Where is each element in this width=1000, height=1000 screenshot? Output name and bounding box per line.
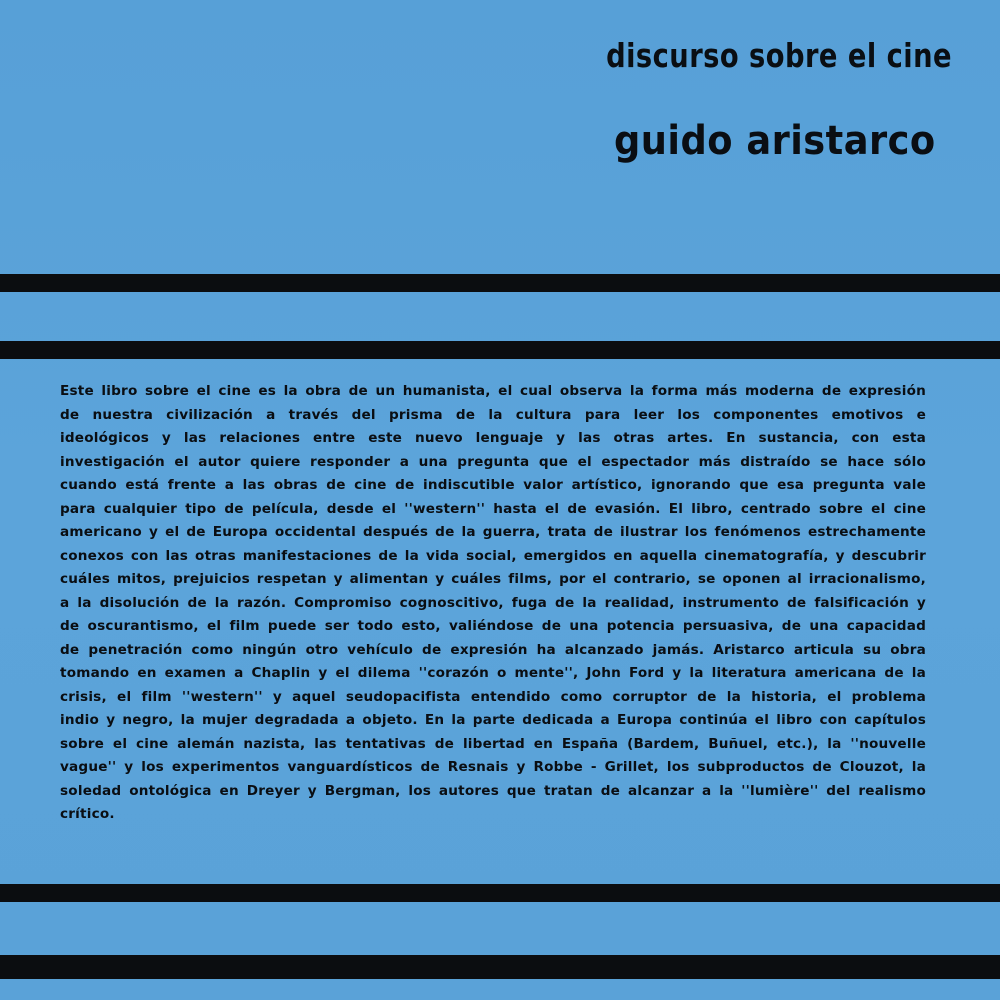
black-stripe-3 — [0, 884, 1000, 902]
black-stripe-2 — [0, 341, 1000, 359]
black-stripe-4 — [0, 955, 1000, 979]
author-name: guido aristarco — [614, 118, 936, 164]
back-cover-blurb: Este libro sobre el cine es la obra de un humanista, el cual observa la forma más moderna de expresión de nuestra civilización a través del prisma de la cultura para leer los componentes emotivos e ideológicos y las relaciones entre este nuevo lenguaje y las otras artes. En sustancia, con esta investigación el autor quiere responder a una pregunta que el espectador más distraído se hace sólo cuando está frente a las obras de cine de indiscutible valor artístico, ignorando que esa pregunta vale para cualquier tipo de película, desde el ''western'' hasta el de evasión. El libro, centrado sobre el cine americano y el de Europa occidental después de la guerra, trata de ilustrar los fenómenos estrechamente conexos con las otras manifestaciones de la vida social, emergidos en aquella cinematografía, y descubrir cuáles mitos, prejuicios respetan y alimentan y cuáles films, por el contrario, se oponen al irracionalismo, a la disolución de la razón. Compromiso cognoscitivo, fuga de la realidad, instrumento de falsificación y de oscurantismo, el film puede ser todo esto, valiéndose de una potencia persuasiva, de una capacidad de penetración como ningún otro vehículo de expresión ha alcanzado jamás. Aristarco articula su obra tomando en examen a Chaplin y el dilema ''corazón o mente'', John Ford y la literatura americana de la crisis, el film ''western'' y aquel seudopacifista entendido como corruptor de la historia, el problema indio y negro, la mujer degradada a objeto. En la parte dedicada a Europa continúa el libro con capítulos sobre el cine alemán nazista, las tentativas de libertad en España (Bardem, Buñuel, etc.), la ''nouvelle vague'' y los experimentos vanguardísticos de Resnais y Robbe - Grillet, los subproductos de Clouzot, la soledad ontológica en Dreyer y Bergman, los autores que tratan de alcanzar a la ''lumière'' del realismo crítico. — [60, 383, 926, 822]
black-stripe-1 — [0, 274, 1000, 292]
book-title: discurso sobre el cine — [606, 36, 952, 75]
